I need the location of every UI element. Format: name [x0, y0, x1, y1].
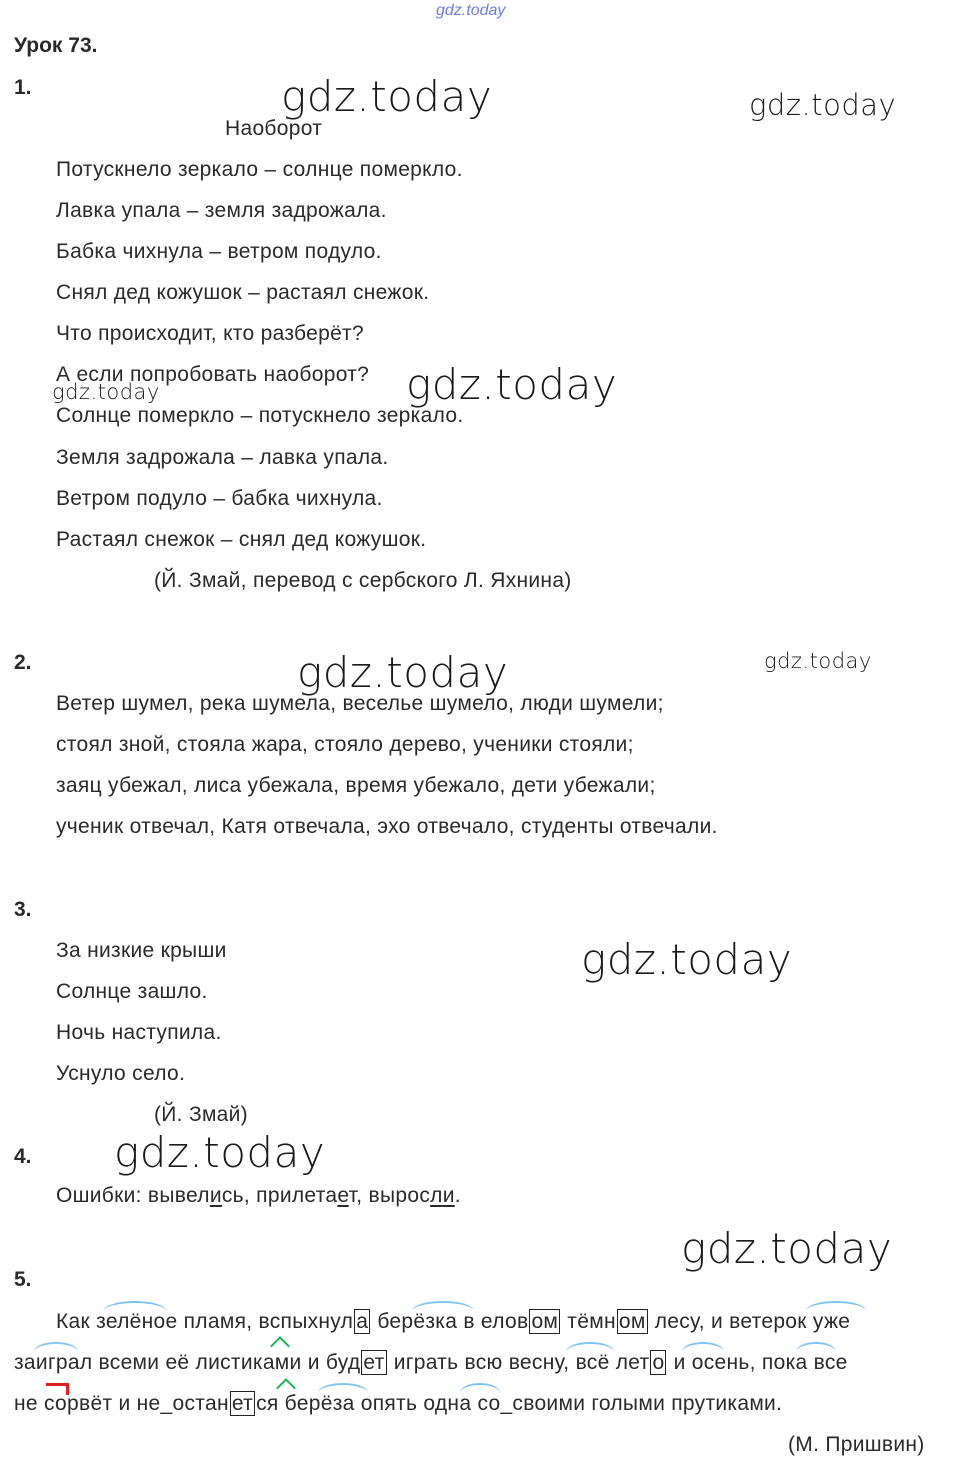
- attribution: (Й. Змай, перевод с сербского Л. Яхнина): [154, 569, 572, 592]
- watermark: gdz.today: [436, 2, 506, 19]
- text-fragment: лесу, и ветерок уже: [648, 1310, 851, 1333]
- text-line: заяц убежал, лиса убежала, время убежало, дети убежали;: [56, 774, 656, 797]
- watermark: gdz.today: [681, 1224, 893, 1273]
- errors-line: [56, 1184, 461, 1208]
- text-line: [14, 1392, 782, 1416]
- text-line: ученик отвечал, Катя отвечала, эхо отвечало, студенты отвечали.: [56, 815, 718, 838]
- text-fragment: Ошибки: вывел: [56, 1184, 210, 1207]
- poem-line: Потускнело зеркало – солнце померкло.: [56, 158, 463, 181]
- text-fragment: тёмн: [561, 1310, 616, 1333]
- exercise-number: 1.: [14, 76, 32, 99]
- text-fragment: т, вырос: [348, 1184, 431, 1207]
- exercise-number: 3.: [14, 898, 32, 921]
- text-fragment: .: [454, 1184, 461, 1207]
- ending-box: о: [652, 1351, 665, 1374]
- poem-title: Наоборот: [225, 117, 323, 140]
- text-line: Ветер шумел, река шумела, веселье шумело, люди шумели;: [56, 692, 664, 715]
- underlined-letter: л: [430, 1184, 443, 1207]
- text-fragment: не сорвёт и не_остан: [14, 1392, 229, 1415]
- poem-line: А если попробовать наоборот?: [56, 363, 370, 386]
- attribution: (М. Пришвин): [788, 1433, 925, 1456]
- watermark: gdz.today: [52, 380, 160, 404]
- poem-line: Солнце померкло – потускнело зеркало.: [56, 404, 464, 427]
- attribution: (Й. Змай): [154, 1103, 248, 1126]
- poem-line: Лавка упала – земля задрожала.: [56, 199, 387, 222]
- poem-line: За низкие крыши: [56, 939, 227, 962]
- poem-line: Солнце зашло.: [56, 980, 208, 1003]
- exercise-number: 5.: [14, 1268, 32, 1291]
- lesson-heading: Урок 73.: [14, 34, 98, 57]
- ending-box: ом: [618, 1310, 646, 1333]
- poem-line: Растаял снежок – снял дед кожушок.: [56, 528, 427, 551]
- poem-line: Что происходит, кто разберёт?: [56, 322, 364, 345]
- underlined-letter: и: [442, 1184, 455, 1207]
- underlined-letter: е: [337, 1184, 349, 1207]
- poem-line: Ночь наступила.: [56, 1021, 222, 1044]
- ending-box: а: [356, 1310, 369, 1333]
- watermark: gdz.today: [581, 935, 793, 984]
- text-line: стоял зной, стояла жара, стояло дерево, ученики стояли;: [56, 733, 634, 756]
- watermark: gdz.today: [281, 72, 493, 121]
- text-fragment: берёзка в елов: [371, 1310, 529, 1333]
- text-line: [14, 1351, 848, 1375]
- text-fragment: играть всю весну, всё лет: [387, 1351, 650, 1374]
- watermark: gdz.today: [749, 88, 897, 122]
- watermark: gdz.today: [764, 649, 872, 673]
- underlined-letter: и: [209, 1184, 222, 1207]
- ending-box: ет: [231, 1392, 254, 1415]
- text-fragment: заиграл всеми её листиками и буд: [14, 1351, 361, 1374]
- poem-line: Земля задрожала – лавка упала.: [56, 446, 389, 469]
- text-fragment: и осень, пока все: [667, 1351, 848, 1374]
- text-line: [56, 1310, 850, 1334]
- watermark: gdz.today: [406, 360, 618, 409]
- exercise-number: 2.: [14, 651, 32, 674]
- poem-line: Бабка чихнула – ветром подуло.: [56, 240, 382, 263]
- text-fragment: Как зелёное пламя, вспыхнул: [56, 1310, 354, 1333]
- text-fragment: сь, прилета: [221, 1184, 338, 1207]
- exercise-number: 4.: [14, 1145, 32, 1168]
- ending-box: ом: [531, 1310, 559, 1333]
- watermark: gdz.today: [297, 648, 509, 697]
- poem-line: Снял дед кожушок – растаял снежок.: [56, 281, 430, 304]
- text-fragment: ся берёза опять одна со_своими голыми прутиками.: [256, 1392, 783, 1415]
- poem-line: Ветром подуло – бабка чихнула.: [56, 487, 383, 510]
- ending-box: ет: [363, 1351, 385, 1374]
- poem-line: Уснуло село.: [56, 1062, 186, 1085]
- watermark: gdz.today: [114, 1128, 326, 1177]
